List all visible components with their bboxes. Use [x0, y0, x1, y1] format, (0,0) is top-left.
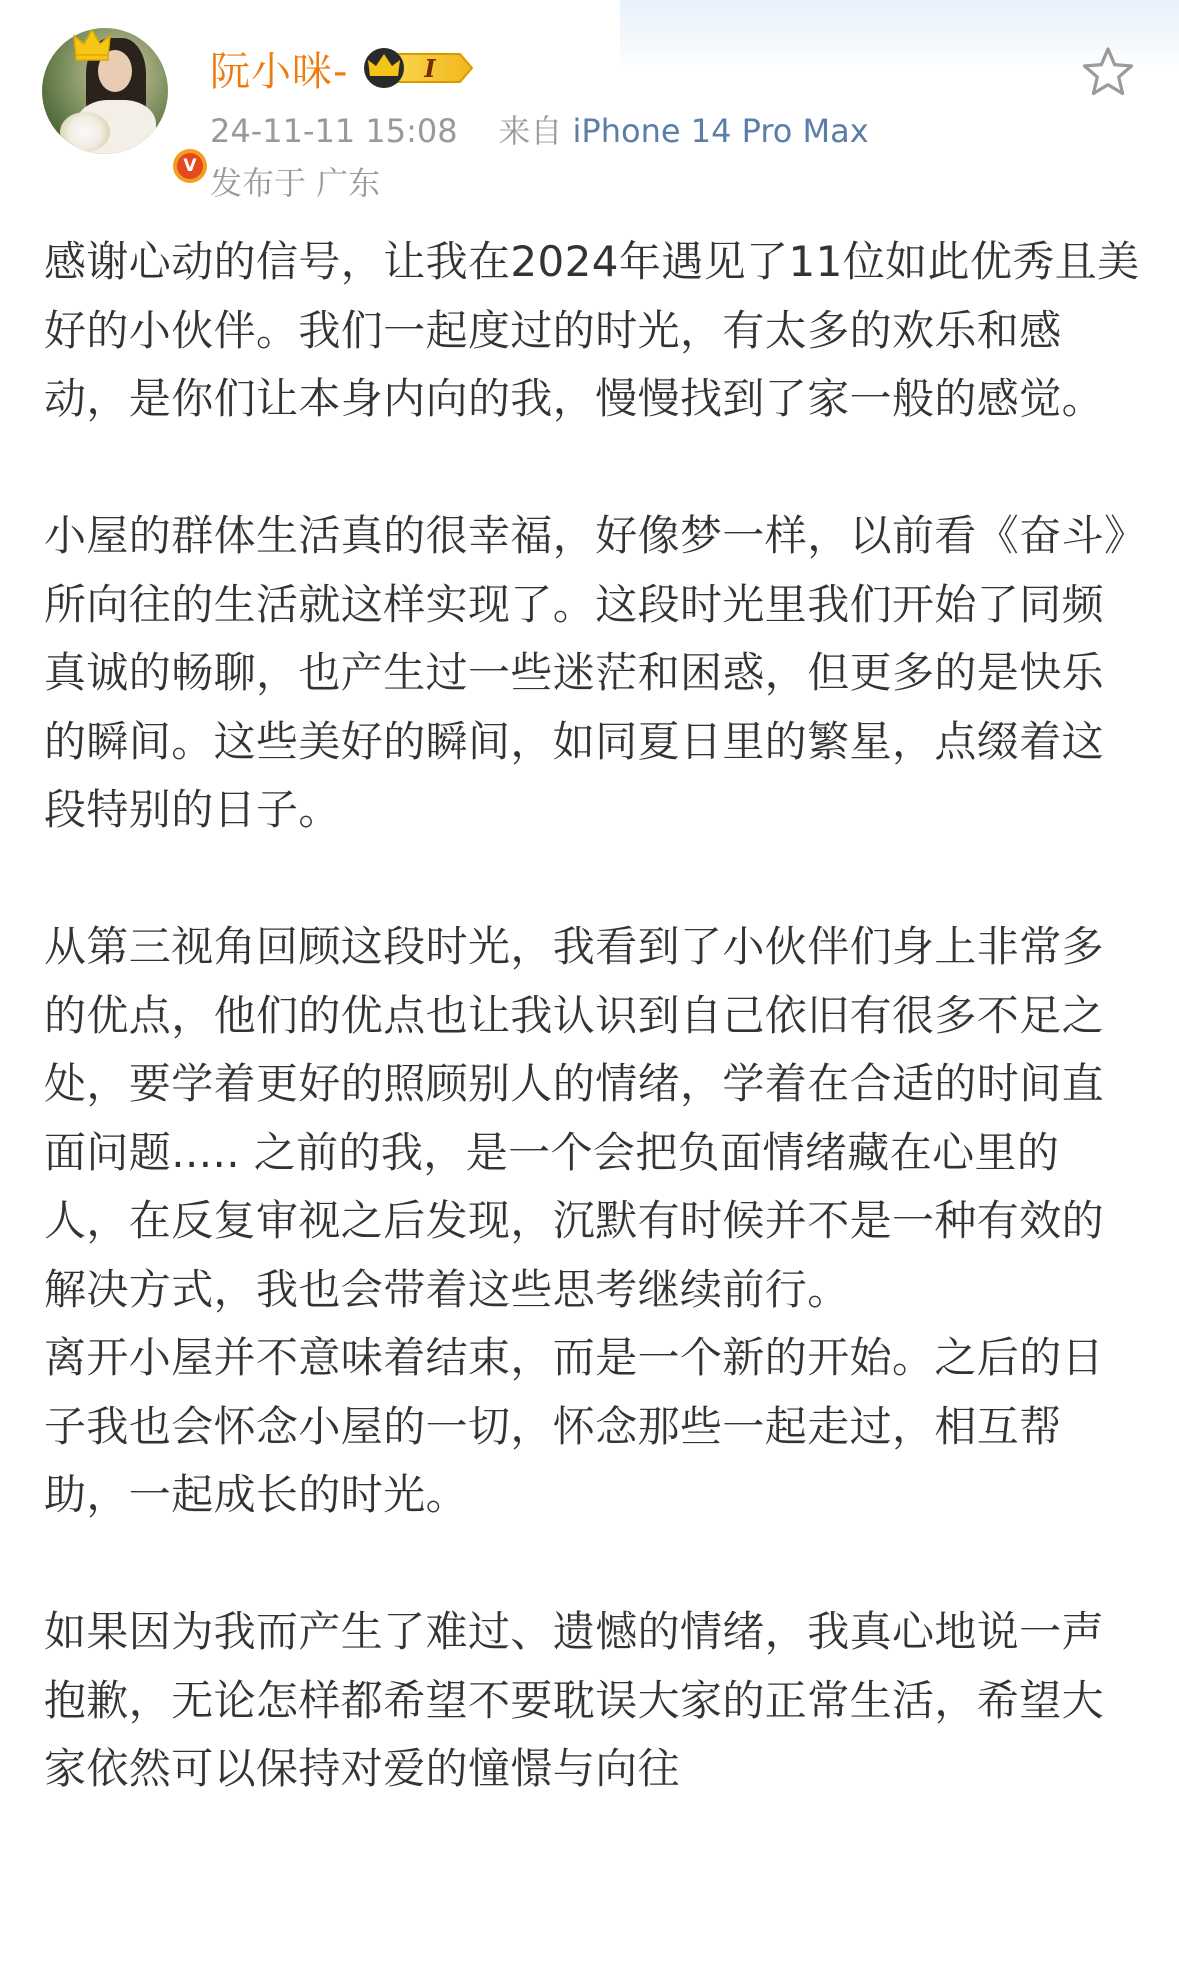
post-body — [44, 228, 1144, 1804]
post-meta — [210, 106, 869, 152]
post-paragraph-1: 感谢心动的信号，让我在2024年遇见了11位如此优秀且美好的小伙伴。我们一起度过的时光，有太多的欢乐和感动，是你们让本身内向的我，慢慢找到了家一般的感觉。 — [44, 237, 1140, 423]
post-paragraph-4: 离开小屋并不意味着结束，而是一个新的开始。之后的日子我也会怀念小屋的一切，怀念那些一起走过，相互帮助，一起成长的时光。 — [44, 1333, 1105, 1519]
avatar-flowers — [60, 112, 110, 152]
post-location: 发布于 广东 — [210, 164, 381, 202]
post-source-prefix: 来自 — [498, 112, 563, 150]
post-timestamp: 24-11-11 15:08 — [210, 112, 458, 150]
username-row — [210, 38, 478, 98]
vip-crown-badge-icon[interactable] — [360, 46, 478, 90]
vip-level-text: I — [424, 54, 437, 83]
paragraph-spacer — [44, 845, 1144, 914]
star-icon[interactable] — [1080, 44, 1136, 100]
paragraph-spacer — [44, 1530, 1144, 1599]
paragraph-spacer — [44, 434, 1144, 503]
post-device[interactable]: iPhone 14 Pro Max — [572, 112, 869, 150]
username[interactable]: 阮小咪- — [210, 48, 349, 95]
crown-icon — [72, 28, 112, 62]
avatar-container[interactable] — [42, 28, 197, 176]
post-paragraph-2: 小屋的群体生活真的很幸福，好像梦一样，以前看《奋斗》所向往的生活就这样实现了。这段时光里我们开始了同频真诚的畅聊，也产生过一些迷茫和困惑，但更多的是快乐的瞬间。这些美好的瞬间，如同夏日里的繁星，点缀着这段特别的日子。 — [44, 511, 1126, 834]
verified-icon — [170, 146, 210, 186]
post-header — [0, 0, 1179, 200]
verified-badge-label: V — [177, 153, 203, 179]
post-paragraph-3: 从第三视角回顾这段时光，我看到了小伙伴们身上非常多的优点，他们的优点也让我认识到自己依旧有很多不足之处，要学着更好的照顾别人的情绪，学着在合适的时间直面问题..... 之前的我，是一个会把负面情绪藏在心里的人，在反复审视之后发现，沉默有时候并不是一种有效的解决方式，我也会带着这些思考继续前行。 — [44, 922, 1105, 1314]
post-paragraph-5: 如果因为我而产生了难过、遗憾的情绪，我真心地说一声抱歉，无论怎样都希望不要耽误大家的正常生活，希望大家依然可以保持对爱的憧憬与向往 — [44, 1607, 1105, 1793]
